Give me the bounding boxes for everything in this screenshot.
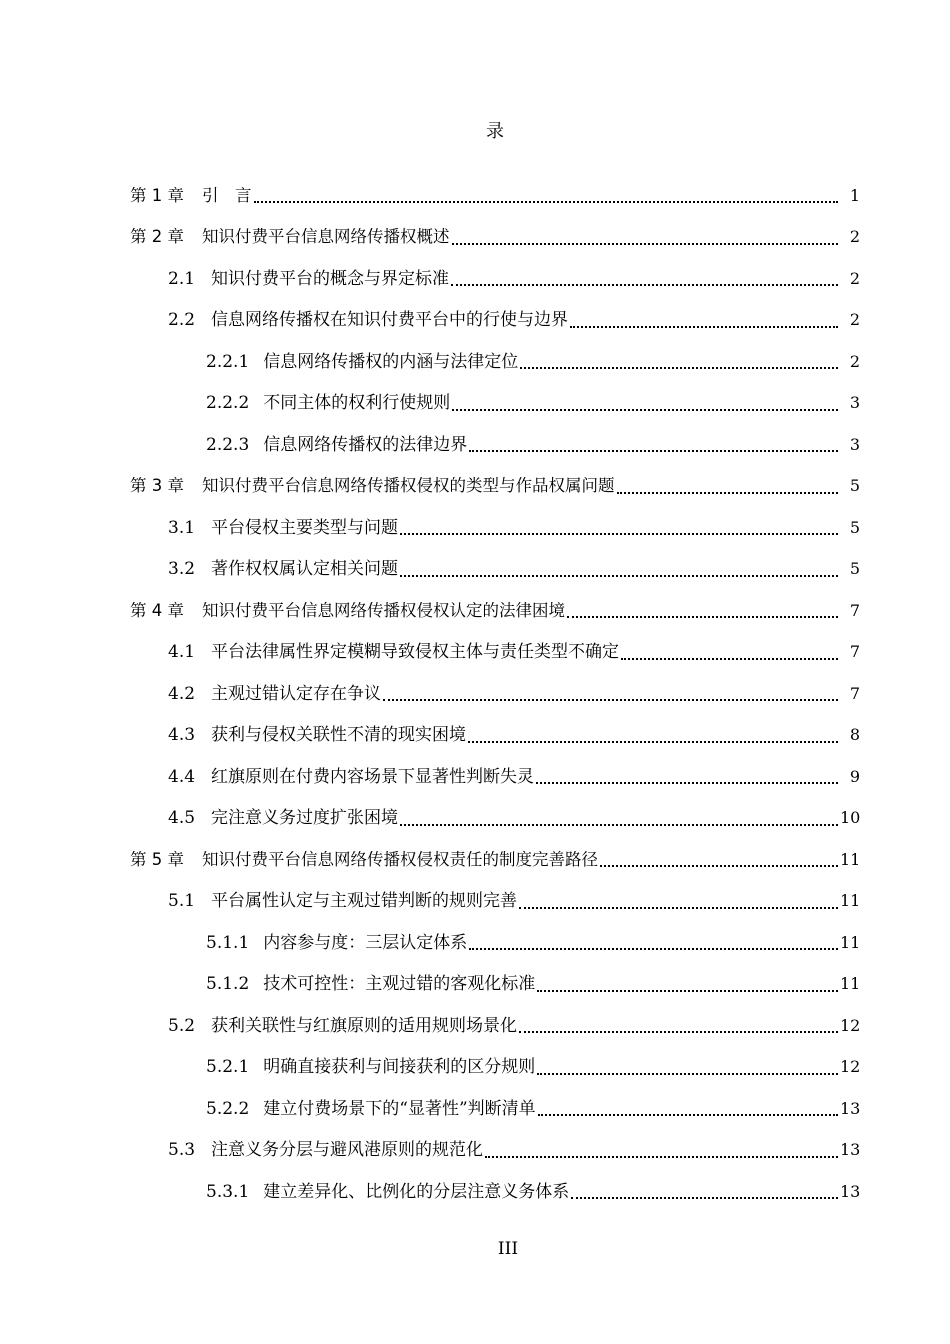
toc-entry[interactable] xyxy=(0,341,950,383)
toc-heading: 录 xyxy=(486,121,504,142)
toc-entry-number: 第 2 章 xyxy=(130,227,184,247)
toc-entry[interactable] xyxy=(0,549,950,591)
toc-entry-number: 2.2 xyxy=(168,310,196,331)
toc-entry[interactable] xyxy=(0,756,950,798)
toc-entry-title: 知识付费平台信息网络传播权侵权认定的法律困境 xyxy=(202,600,565,620)
toc-entry-page-number: 3 xyxy=(849,434,860,454)
toc-dot-leader xyxy=(254,200,839,203)
toc-entry-title: 知识付费平台信息网络传播权侵权的类型与作品权属问题 xyxy=(202,476,615,496)
toc-dot-leader xyxy=(400,823,838,826)
toc-entry-title: 完注意义务过度扩张困境 xyxy=(211,808,399,829)
toc-entry-number: 4.2 xyxy=(168,683,196,704)
toc-dot-leader xyxy=(537,1072,838,1075)
toc-entry-page-number: 13 xyxy=(840,1098,861,1118)
toc-entry-number: 第 5 章 xyxy=(130,849,184,869)
toc-entry-title: 知识付费平台信息网络传播权概述 xyxy=(202,227,450,247)
toc-entry[interactable] xyxy=(0,1047,950,1089)
toc-entry-title: 知识付费平台信息网络传播权侵权责任的制度完善路径 xyxy=(202,849,598,869)
toc-dot-leader xyxy=(451,283,838,286)
toc-entry-number: 5.1 xyxy=(168,891,196,912)
toc-dot-leader xyxy=(519,1030,838,1033)
toc-dot-leader xyxy=(567,615,838,618)
toc-entry-number: 2.2.1 xyxy=(206,351,250,372)
toc-entry-title: 技术可控性：主观过错的客观化标准 xyxy=(263,974,536,995)
toc-entry[interactable] xyxy=(0,258,950,300)
toc-entry-number: 4.3 xyxy=(168,725,196,746)
toc-entry-page-number: 13 xyxy=(840,1181,861,1201)
toc-dot-leader xyxy=(570,325,838,328)
toc-entry[interactable] xyxy=(0,839,950,881)
toc-entry-title: 获利关联性与红旗原则的适用规则场景化 xyxy=(211,1015,518,1036)
table-of-contents xyxy=(0,175,950,1213)
toc-entry-page-number: 12 xyxy=(840,1015,861,1035)
toc-entry[interactable] xyxy=(0,424,950,466)
toc-dot-leader xyxy=(621,657,838,660)
toc-entry-page-number: 7 xyxy=(849,600,860,620)
toc-entry-page-number: 3 xyxy=(849,393,860,413)
toc-entry-number: 5.2.2 xyxy=(206,1098,250,1119)
toc-entry-title: 信息网络传播权的法律边界 xyxy=(263,434,468,455)
toc-entry-page-number: 1 xyxy=(849,185,860,205)
toc-entry-number: 5.1.1 xyxy=(206,932,250,953)
toc-entry-number: 5.2 xyxy=(168,1015,196,1036)
toc-entry-title: 引 言 xyxy=(202,185,252,205)
toc-entry[interactable] xyxy=(0,922,950,964)
toc-entry-page-number: 9 xyxy=(849,766,860,786)
toc-entry[interactable] xyxy=(0,881,950,923)
toc-dot-leader xyxy=(519,906,838,909)
toc-entry[interactable] xyxy=(0,632,950,674)
toc-dot-leader xyxy=(617,491,839,494)
toc-entry[interactable] xyxy=(0,673,950,715)
toc-entry-number: 3.2 xyxy=(168,559,196,580)
toc-entry-title: 知识付费平台的概念与界定标准 xyxy=(211,268,450,289)
toc-entry-title: 平台属性认定与主观过错判断的规则完善 xyxy=(211,891,518,912)
toc-dot-leader xyxy=(400,532,838,535)
toc-entry-number: 4.1 xyxy=(168,642,196,663)
toc-dot-leader xyxy=(485,1155,838,1158)
toc-entry-page-number: 5 xyxy=(849,517,860,537)
toc-entry-number: 第 3 章 xyxy=(130,476,184,496)
toc-entry-number: 第 4 章 xyxy=(130,600,184,620)
toc-entry-number: 2.1 xyxy=(168,268,196,289)
toc-entry-title: 著作权权属认定相关问题 xyxy=(211,559,399,580)
toc-entry-page-number: 2 xyxy=(849,268,860,288)
toc-entry-title: 注意义务分层与避风港原则的规范化 xyxy=(211,1140,484,1161)
toc-entry-number: 5.3 xyxy=(168,1140,196,1161)
toc-entry[interactable] xyxy=(0,383,950,425)
toc-entry-title: 不同主体的权利行使规则 xyxy=(263,393,451,414)
toc-dot-leader xyxy=(452,408,838,411)
toc-entry-title: 平台法律属性界定模糊导致侵权主体与责任类型不确定 xyxy=(211,642,620,663)
toc-dot-leader xyxy=(571,1196,838,1199)
toc-entry[interactable] xyxy=(0,964,950,1006)
toc-entry-page-number: 11 xyxy=(840,974,861,994)
toc-entry[interactable] xyxy=(0,590,950,632)
toc-entry[interactable] xyxy=(0,1088,950,1130)
toc-dot-leader xyxy=(537,989,838,992)
toc-entry-number: 5.2.1 xyxy=(206,1057,250,1078)
toc-entry-page-number: 2 xyxy=(849,227,860,247)
toc-entry[interactable] xyxy=(0,507,950,549)
toc-entry-number: 第 1 章 xyxy=(130,185,184,205)
toc-entry-page-number: 7 xyxy=(849,683,860,703)
toc-entry-page-number: 5 xyxy=(849,559,860,579)
toc-entry-page-number: 8 xyxy=(849,725,860,745)
toc-dot-leader xyxy=(538,1113,838,1116)
toc-entry[interactable] xyxy=(0,1171,950,1213)
toc-entry-number: 4.4 xyxy=(168,766,196,787)
toc-entry-page-number: 11 xyxy=(840,849,861,869)
toc-entry[interactable] xyxy=(0,217,950,259)
toc-dot-leader xyxy=(600,864,838,867)
toc-entry-title: 平台侵权主要类型与问题 xyxy=(211,517,399,538)
toc-entry-number: 5.3.1 xyxy=(206,1181,250,1202)
toc-dot-leader xyxy=(452,242,839,245)
toc-entry-page-number: 13 xyxy=(840,1140,861,1160)
page-number-footer: III xyxy=(497,1239,519,1259)
toc-entry[interactable] xyxy=(0,466,950,508)
toc-entry[interactable] xyxy=(0,1130,950,1172)
toc-entry-title: 红旗原则在付费内容场景下显著性判断失灵 xyxy=(211,766,535,787)
toc-entry-title: 主观过错认定存在争议 xyxy=(211,683,382,704)
toc-entry-page-number: 7 xyxy=(849,642,860,662)
toc-dot-leader xyxy=(468,740,838,743)
toc-dot-leader xyxy=(536,781,838,784)
toc-entry-number: 5.1.2 xyxy=(206,974,250,995)
toc-entry-title: 信息网络传播权在知识付费平台中的行使与边界 xyxy=(211,310,569,331)
toc-entry-page-number: 2 xyxy=(849,351,860,371)
toc-entry-title: 建立付费场景下的“显著性”判断清单 xyxy=(263,1098,536,1119)
toc-entry-number: 2.2.3 xyxy=(206,434,250,455)
toc-dot-leader xyxy=(520,366,838,369)
toc-entry-page-number: 12 xyxy=(840,1057,861,1077)
toc-entry-title: 内容参与度：三层认定体系 xyxy=(263,932,468,953)
toc-entry-title: 获利与侵权关联性不清的现实困境 xyxy=(211,725,467,746)
toc-entry[interactable] xyxy=(0,798,950,840)
toc-entry-page-number: 11 xyxy=(840,932,861,952)
toc-entry-number: 4.5 xyxy=(168,808,196,829)
toc-entry-title: 信息网络传播权的内涵与法律定位 xyxy=(263,351,519,372)
toc-entry[interactable] xyxy=(0,175,950,217)
toc-entry[interactable] xyxy=(0,715,950,757)
toc-entry-number: 2.2.2 xyxy=(206,393,250,414)
toc-dot-leader xyxy=(400,574,838,577)
toc-entry-page-number: 11 xyxy=(840,891,861,911)
toc-dot-leader xyxy=(469,947,838,950)
toc-dot-leader xyxy=(469,449,838,452)
toc-entry-page-number: 5 xyxy=(849,476,860,496)
toc-entry-page-number: 2 xyxy=(849,310,860,330)
toc-entry[interactable] xyxy=(0,1005,950,1047)
toc-entry-title: 建立差异化、比例化的分层注意义务体系 xyxy=(263,1181,570,1202)
toc-dot-leader xyxy=(383,698,838,701)
toc-entry-number: 3.1 xyxy=(168,517,196,538)
toc-entry-title: 明确直接获利与间接获利的区分规则 xyxy=(263,1057,536,1078)
toc-entry[interactable] xyxy=(0,300,950,342)
toc-entry-page-number: 10 xyxy=(840,808,861,828)
